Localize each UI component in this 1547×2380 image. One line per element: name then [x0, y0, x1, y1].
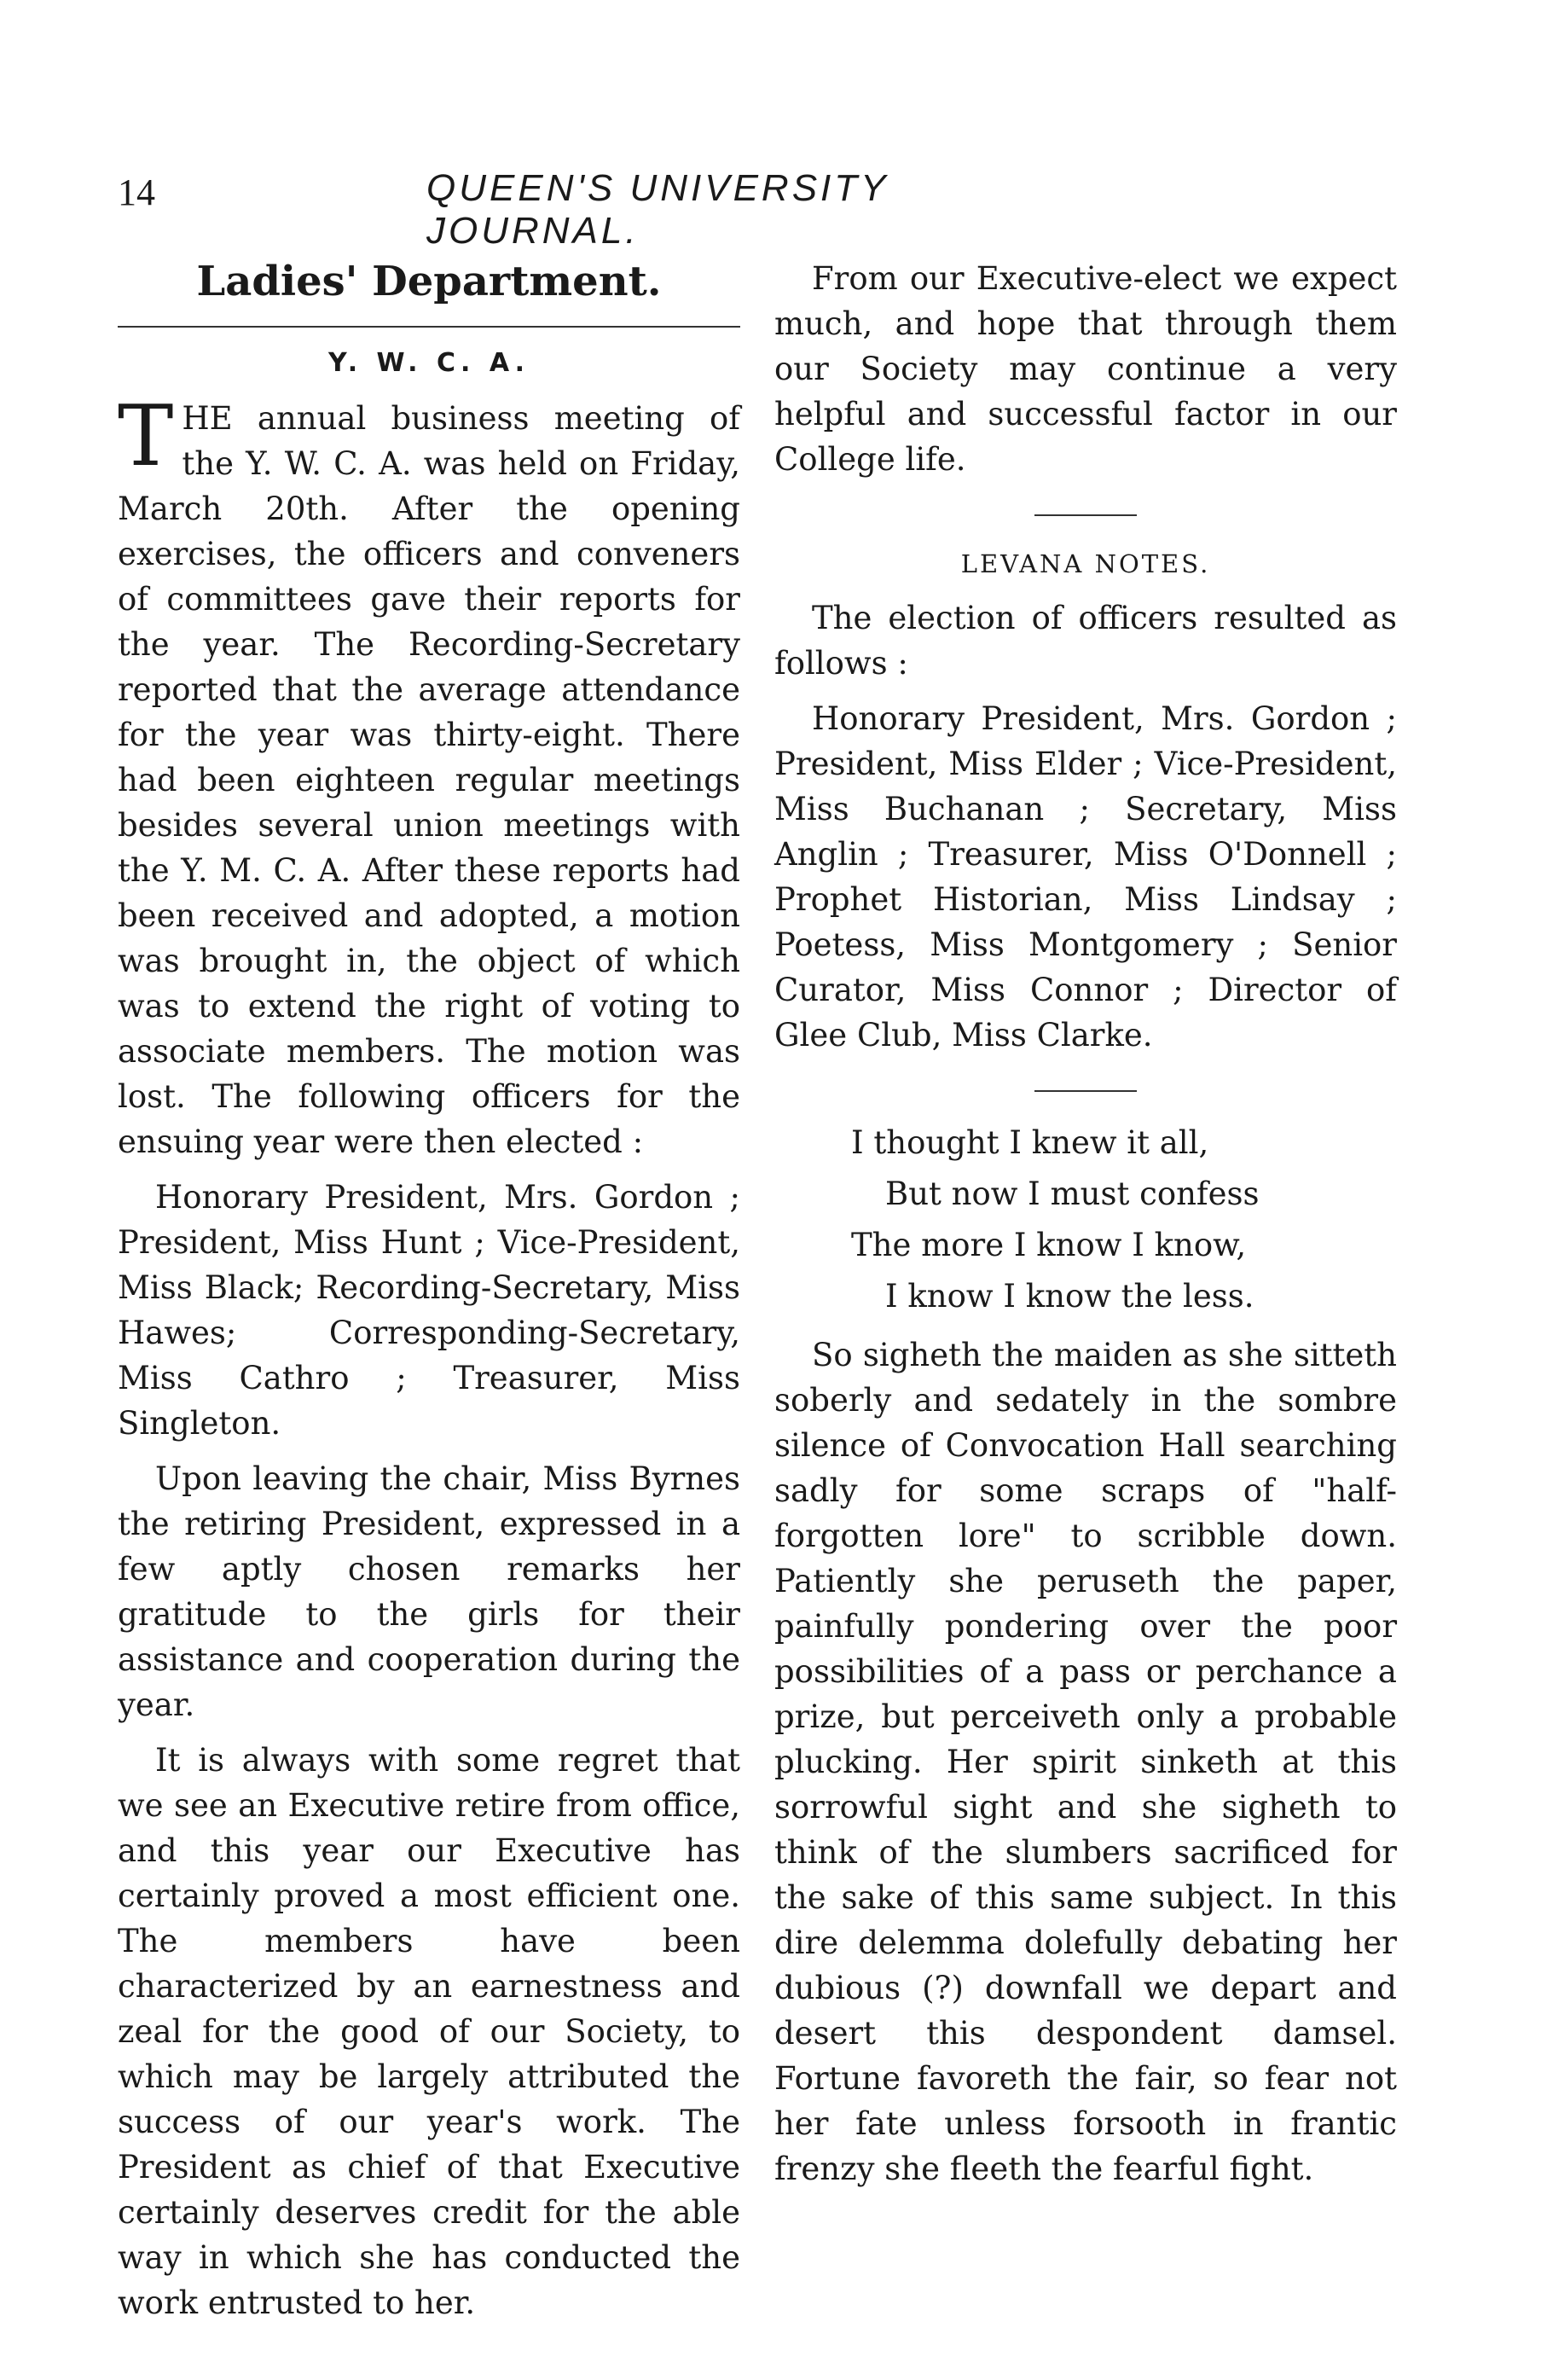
section-heading: Y. W. C. A.	[327, 348, 530, 378]
maiden-paragraph: So sigheth the maiden as she sitteth soberly and sedately in the sombre silence of Convocation Hall searching sadly for some scraps of "half-forgotten lore" to scribble down. Patiently she peruseth the paper, painfully pondering over the poor possibilities of a pass or perchance a prize, but perceiveth only a probable plucking. Her spirit sinketh at this sorrowful sight and she sigheth to think of the slumbers sacrificed for the sake of this same subject. In this dire delemma dolefully debating her dubious (?) downfall we depart and desert this despondent damsel. Fortune favoreth the fair, so fear not her fate unless forsooth in frantic frenzy she fleeth the fearful fight.	[774, 1337, 1397, 2187]
left-column	[118, 256, 740, 2336]
poem-line: But now I must confess	[885, 1175, 1260, 1212]
ywca-officers-paragraph: Honorary President, Mrs. Gordon ; President, Miss Hunt ; Vice-President, Miss Black; Recording-Secretary, Miss Hawes; Corresponding-Secretary, Miss Cathro ; Treasurer, Miss Singleton.	[118, 1179, 740, 1442]
ywca-paragraph-4: It is always with some regret that we see an Executive retire from office, and this year our Executive has certainly proved a most efficient one. The members have been characterized by an earnestness and zeal for the good of our Society, to which may be largely attributed the success of our year's work. The President as chief of that Executive certainly deserves credit for the able way in which she has conducted the work entrusted to her.	[118, 1742, 740, 2321]
poem	[774, 1117, 1397, 1322]
title-rule	[118, 326, 740, 328]
running-title: QUEEN'S UNIVERSITY JOURNAL.	[426, 167, 889, 252]
election-intro: The election of officers resulted as follows :	[774, 600, 1397, 682]
poem-line: I know I know the less.	[885, 1278, 1254, 1315]
levana-notes-heading: LEVANA NOTES.	[960, 549, 1211, 578]
poem-line: The more I know I know,	[851, 1227, 1247, 1263]
dropcap: T	[118, 388, 174, 485]
ywca-paragraph-1	[118, 388, 740, 1164]
executive-elect-paragraph: From our Executive-elect we expect much, and hope that through them our Society may continue a very helpful and successful factor in our College life.	[774, 260, 1397, 478]
poem-divider	[1034, 1090, 1137, 1092]
page-number: 14	[118, 171, 155, 213]
ywca-paragraph-1-text: HE annual business meeting of the Y. W. C. A. was held on Friday, March 20th. After the opening exercises, the officers and conveners of committees gave their reports for the year. The Recording-Secretary reported that the average attendance for the year was thirty-eight. There had been eighteen regular meetings besides several union meetings with the Y. M. C. A. After these reports had been received and adopted, a motion was brought in, the object of which was to extend the right of voting to associate members. The motion was lost. The following officers for the ensuing year were then elected :	[118, 400, 740, 1160]
right-column	[774, 256, 1397, 2202]
section-divider	[1034, 514, 1137, 516]
poem-line: I thought I knew it all,	[851, 1124, 1209, 1161]
ywca-paragraph-3: Upon leaving the chair, Miss Byrnes the retiring President, expressed in a few aptly chosen remarks her gratitude to the girls for their assistance and cooperation during the year.	[118, 1460, 740, 1723]
levana-officers-paragraph: Honorary President, Mrs. Gordon ; President, Miss Elder ; Vice-President, Miss Buchanan ; Secretary, Miss Anglin ; Treasurer, Miss O'Donnell ; Prophet Historian, Miss Lindsay ; Poetess, Miss Montgomery ; Senior Curator, Miss Connor ; Director of Glee Club, Miss Clarke.	[774, 700, 1397, 1054]
department-title: Ladies' Department.	[196, 258, 662, 305]
